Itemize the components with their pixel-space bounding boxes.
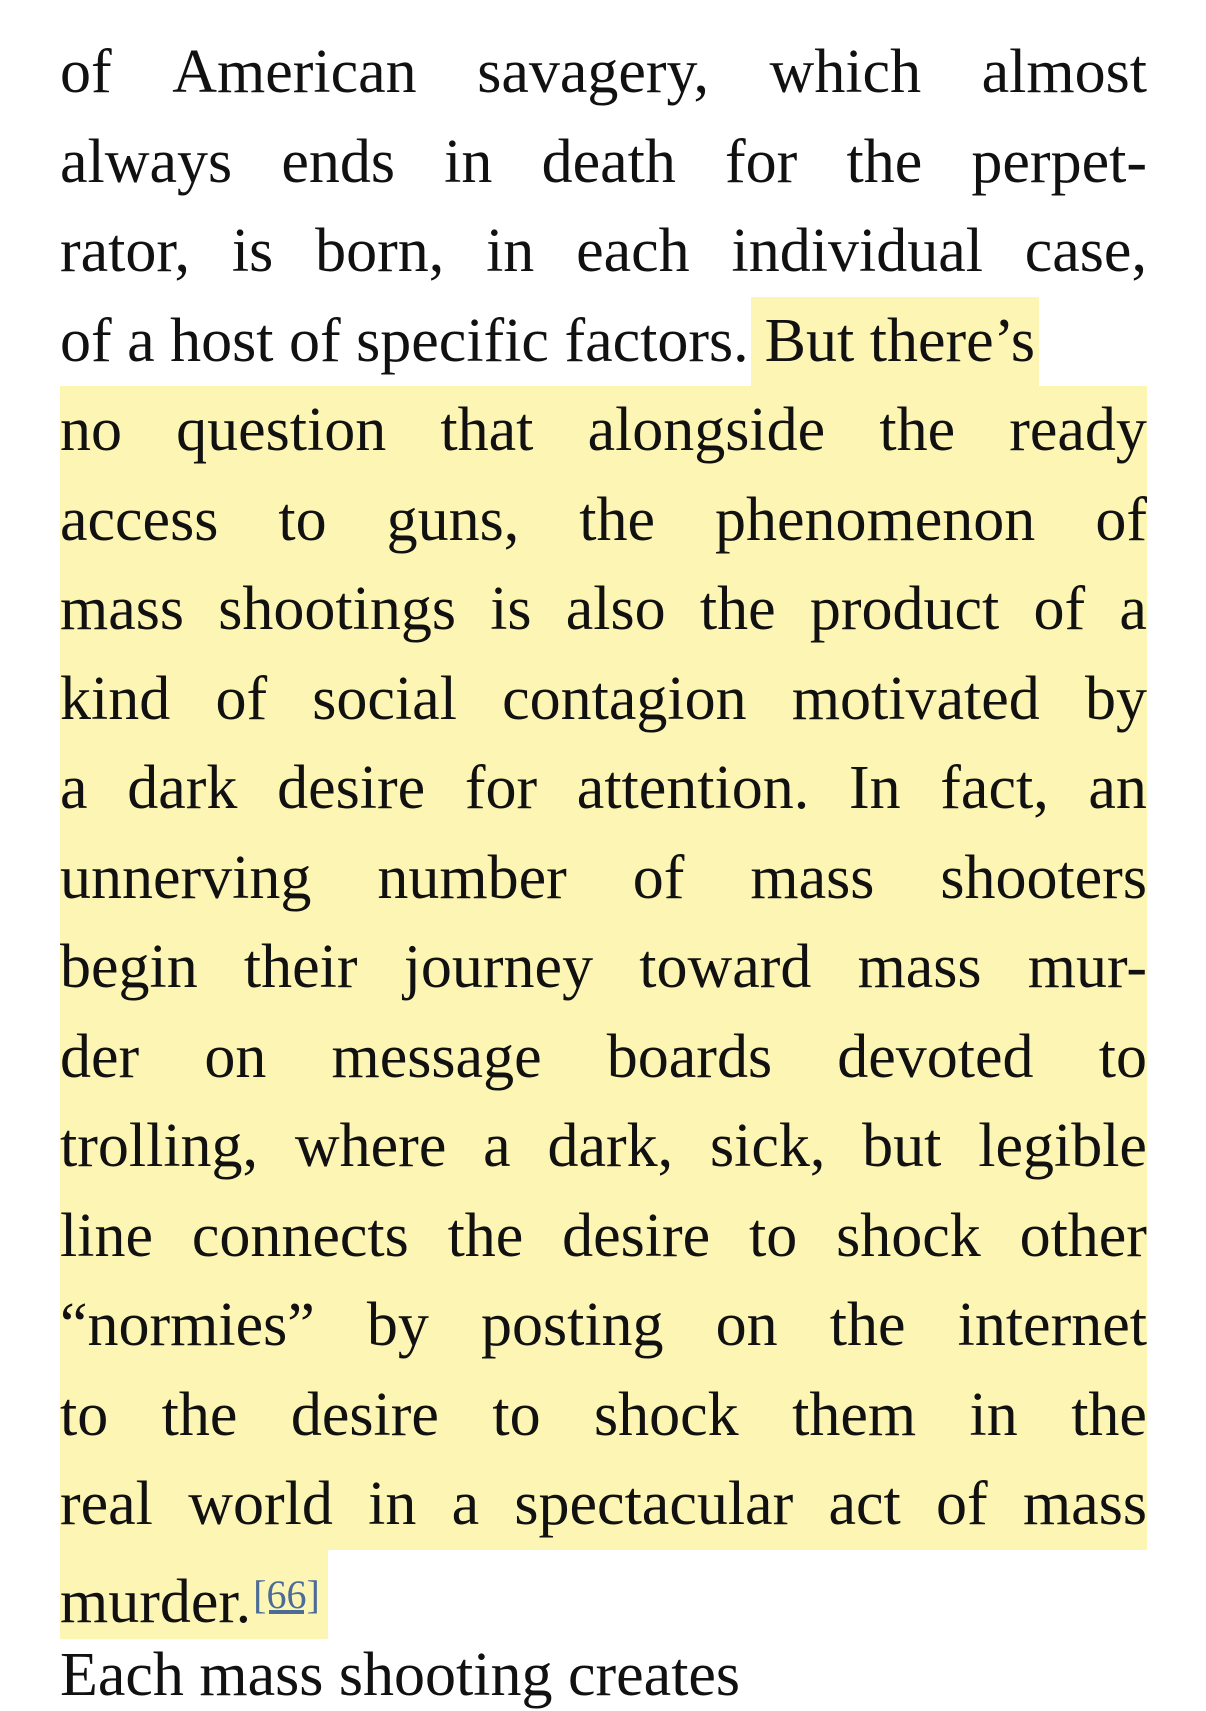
- word: shooters: [940, 843, 1147, 912]
- body-paragraph: [60, 28, 1147, 1639]
- word: shock: [836, 1201, 981, 1270]
- highlighted-line[interactable]: [60, 744, 1147, 834]
- highlighted-line[interactable]: [60, 1371, 1147, 1461]
- word: trolling,: [60, 1112, 259, 1180]
- highlighted-line[interactable]: [60, 923, 1147, 1013]
- word: for: [464, 754, 538, 822]
- word: line: [60, 1201, 153, 1270]
- word: motivated: [791, 664, 1040, 733]
- word: perpet-: [971, 127, 1147, 196]
- word: sick,: [709, 1112, 826, 1180]
- word: real: [60, 1470, 153, 1538]
- word: the: [879, 396, 956, 464]
- word: is: [490, 575, 532, 643]
- word: each: [576, 217, 690, 285]
- word: of: [60, 38, 112, 106]
- word: in: [969, 1380, 1018, 1449]
- highlighted-line[interactable]: [60, 1192, 1147, 1282]
- plain-text: of a host of specific factors.: [60, 306, 749, 375]
- word: a: [60, 754, 88, 822]
- word: mass: [1022, 1470, 1147, 1538]
- highlighted-line[interactable]: [60, 655, 1147, 745]
- word: connects: [191, 1201, 409, 1270]
- word: unnerving: [60, 843, 312, 912]
- word: but: [862, 1112, 942, 1180]
- word: individual: [731, 217, 983, 285]
- word: attention.: [576, 754, 810, 822]
- footnote-link[interactable]: [66]: [253, 1571, 320, 1617]
- highlighted-text[interactable]: But there’s: [751, 297, 1039, 387]
- word: begin: [60, 933, 198, 1001]
- highlighted-line[interactable]: [60, 1102, 1147, 1192]
- word: guns,: [386, 485, 520, 554]
- word: message: [331, 1022, 542, 1091]
- text-line: [60, 118, 1147, 208]
- word: ready: [1009, 396, 1147, 464]
- word: mass: [857, 933, 982, 1001]
- word: In: [848, 754, 901, 822]
- word: the: [1071, 1380, 1147, 1449]
- word: dark,: [547, 1112, 674, 1180]
- word: rator,: [60, 217, 191, 285]
- last-line-text: murder.: [60, 1567, 252, 1636]
- word: in: [486, 217, 535, 285]
- highlighted-line[interactable]: [60, 386, 1147, 476]
- word: by: [366, 1291, 429, 1359]
- word: always: [60, 127, 233, 196]
- word: of: [936, 1470, 988, 1538]
- text-line: [60, 28, 1147, 118]
- word: fact,: [940, 754, 1049, 822]
- word: a: [483, 1112, 511, 1180]
- word: posting: [480, 1291, 664, 1359]
- word: of: [632, 843, 685, 912]
- word: internet: [957, 1291, 1147, 1359]
- word: act: [828, 1470, 901, 1538]
- highlighted-line[interactable]: [60, 1281, 1147, 1371]
- word: of: [215, 664, 268, 733]
- word: mur-: [1027, 933, 1147, 1001]
- word: which: [769, 38, 922, 106]
- word: alongside: [587, 396, 826, 464]
- word: social: [312, 664, 457, 733]
- word: the: [447, 1201, 524, 1270]
- word: a: [1119, 575, 1147, 643]
- word: for: [725, 127, 798, 196]
- word: to: [492, 1380, 541, 1449]
- word: kind: [60, 664, 171, 733]
- word: where: [294, 1112, 447, 1180]
- word: legible: [978, 1112, 1147, 1180]
- word: product: [809, 575, 1000, 643]
- word: no: [60, 396, 122, 464]
- word: access: [60, 485, 219, 554]
- word: mass: [60, 575, 184, 643]
- word: shootings: [218, 575, 456, 643]
- word: them: [792, 1380, 917, 1449]
- word: number: [377, 843, 567, 912]
- word: “normies”: [60, 1291, 315, 1359]
- word: is: [231, 217, 274, 285]
- word: of: [1095, 485, 1147, 554]
- word: shock: [594, 1380, 739, 1449]
- word: the: [699, 575, 776, 643]
- word: desire: [562, 1201, 711, 1270]
- word: a: [451, 1470, 480, 1538]
- highlighted-line[interactable]: [60, 1013, 1147, 1103]
- word: boards: [606, 1022, 773, 1091]
- word: spectacular: [514, 1470, 794, 1538]
- word: desire: [290, 1380, 439, 1449]
- word: to: [278, 485, 327, 554]
- highlighted-line[interactable]: [60, 476, 1147, 566]
- word: to: [1098, 1022, 1147, 1091]
- word: in: [368, 1470, 417, 1538]
- word: mass: [750, 843, 875, 912]
- word: on: [204, 1022, 267, 1091]
- word: the: [579, 485, 656, 554]
- word: of: [1033, 575, 1086, 643]
- text-line: [60, 207, 1147, 297]
- word: dark: [127, 754, 238, 822]
- word: other: [1019, 1201, 1147, 1270]
- text-line-partial-highlight: [60, 297, 1147, 387]
- highlighted-last-line[interactable]: [60, 1550, 328, 1640]
- word: phenomenon: [715, 485, 1036, 554]
- word: question: [176, 396, 387, 464]
- word: desire: [277, 754, 426, 822]
- word: born,: [315, 217, 445, 285]
- word: to: [749, 1201, 798, 1270]
- highlighted-line[interactable]: [60, 565, 1147, 655]
- highlighted-line[interactable]: [60, 1460, 1147, 1550]
- word: almost: [981, 38, 1147, 106]
- word: ends: [281, 127, 395, 196]
- word: the: [829, 1291, 906, 1359]
- word: contagion: [502, 664, 747, 733]
- word: toward: [639, 933, 812, 1001]
- word: to: [60, 1380, 109, 1449]
- word: journey: [403, 933, 594, 1001]
- word: case,: [1024, 217, 1147, 285]
- word: the: [846, 127, 923, 196]
- word: der: [60, 1022, 140, 1091]
- word: devoted: [837, 1022, 1034, 1091]
- highlighted-line[interactable]: [60, 834, 1147, 924]
- word: savagery,: [477, 38, 709, 106]
- word: American: [172, 38, 417, 106]
- word: their: [243, 933, 358, 1001]
- word: the: [161, 1380, 238, 1449]
- next-paragraph-fragment: Each mass shooting creates: [60, 1641, 741, 1709]
- word: world: [188, 1470, 333, 1538]
- word: death: [541, 127, 676, 196]
- word: on: [715, 1291, 778, 1359]
- word: that: [440, 396, 534, 464]
- word: by: [1084, 664, 1147, 733]
- word: in: [444, 127, 493, 196]
- word: also: [565, 575, 666, 643]
- word: an: [1088, 754, 1147, 822]
